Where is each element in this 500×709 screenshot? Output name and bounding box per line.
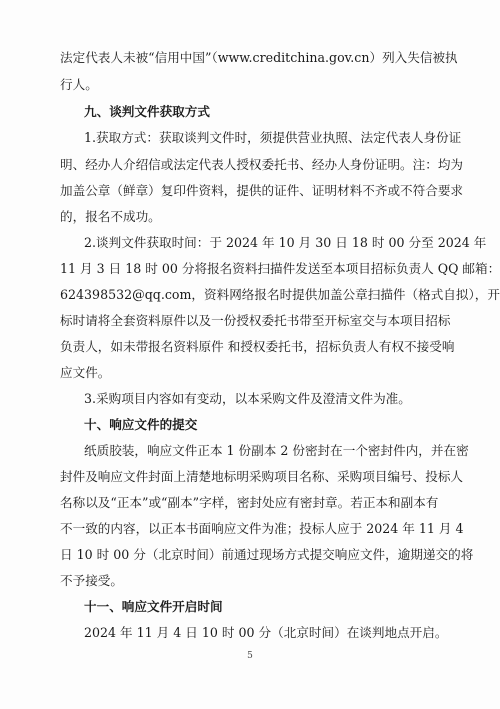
body-text-line: 明、经办人介绍信或法定代表人授权委托书、经办人身份证明。注：均为 [60, 157, 463, 172]
body-text-line: 2024 年 11 月 4 日 10 时 00 分（北京时间）在谈判地点开启。 [84, 625, 448, 640]
section-heading-nine: 九、谈判文件获取方式 [84, 104, 210, 119]
body-text-line: 日 10 时 00 分（北京时间）前通过现场方式提交响应文件，逾期递交的将 [60, 547, 474, 562]
section-heading-eleven: 十一、响应文件开启时间 [84, 599, 223, 614]
body-text-line: 624398532@qq.com，资料网络报名时提供加盖公章扫描件（格式自拟），开 [60, 287, 500, 302]
body-text-line: 2.谈判文件获取时间：于 2024 年 10 月 30 日 18 时 00 分至 2024 年 [84, 235, 487, 250]
body-text-line: 3.采购项目内容如有变动，以本采购文件及澄清文件为准。 [84, 391, 411, 406]
body-text-line: 11 月 3 日 18 时 00 分将报名资料扫描件发送至本项目招标负责人 QQ 邮箱： [60, 261, 500, 276]
body-text-line: 应文件。 [60, 365, 111, 380]
section-heading-ten: 十、响应文件的提交 [84, 417, 198, 432]
body-text-line: 封件及响应文件封面上清楚地标明采购项目名称、采购项目编号、投标人 [60, 469, 463, 484]
body-text-line: 纸质胶装，响应文件正本 1 份副本 2 份密封在一个密封件内，并在密 [84, 443, 469, 458]
body-text-line: 名称以及“正本”或“副本”字样，密封处应有密封章。若正本和副本有 [60, 495, 439, 510]
body-text-line: 1.获取方式：获取谈判文件时，须提供营业执照、法定代表人身份证 [84, 130, 462, 145]
body-text-line: 不一致的内容，以正本书面响应文件为准；投标人应于 2024 年 11 月 4 [60, 521, 464, 536]
body-text-line: 加盖公章（鲜章）复印件资料，提供的证件、证明材料不齐或不符合要求 [60, 183, 463, 198]
body-text-line: 负责人，如未带报名资料原件 和授权委托书，招标负责人有权不接受响 [60, 339, 455, 354]
body-text-line: 不予接受。 [60, 573, 123, 588]
page-number: 5 [247, 651, 253, 661]
body-text-line: 标时请将全套资料原件以及一份授权委托书带至开标室交与本项目招标 [60, 313, 451, 328]
body-text-line: 的，报名不成功。 [60, 209, 161, 224]
body-text-line: 行人。 [60, 77, 98, 92]
body-text-line: 法定代表人未被“信用中国”（www.creditchina.gov.cn）列入失信被执 [60, 50, 458, 65]
